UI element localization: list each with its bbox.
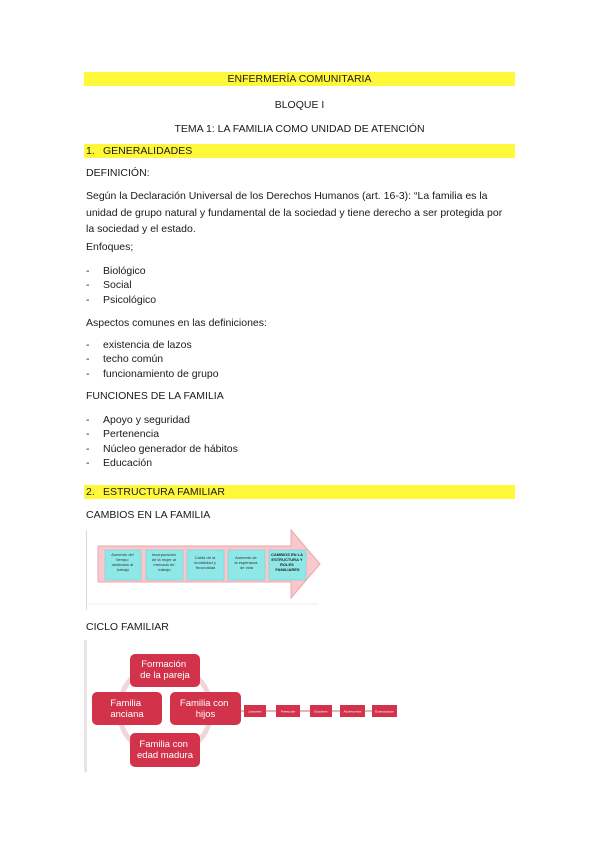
list-item: - funcionamiento de grupo xyxy=(86,368,219,380)
change-box-text: Caída de la mortalidad y fecundidad xyxy=(194,555,216,570)
list-item: - Pertenencia xyxy=(86,428,160,440)
changes-label: CAMBIOS EN LA FAMILIA xyxy=(86,509,211,521)
block-title: BLOQUE I xyxy=(274,99,325,111)
list-item-text: Núcleo generador de hábitos xyxy=(103,443,238,455)
approaches-label: Enfoques; xyxy=(86,241,134,253)
list-item: - existencia de lazos xyxy=(86,339,192,351)
change-box-final xyxy=(269,550,306,580)
list-item-text: Apoyo y seguridad xyxy=(103,414,190,426)
section-title: GENERALIDADES xyxy=(103,145,193,157)
chain-label: Adolescentes xyxy=(343,709,362,714)
section-heading-estructura xyxy=(84,485,515,499)
list-item: - techo común xyxy=(86,353,164,365)
cycle-node-text: Familia anciana xyxy=(110,698,144,720)
list-item-text: Biológico xyxy=(103,265,146,277)
chain-label: Lactantes xyxy=(248,709,262,714)
change-box xyxy=(146,550,183,580)
cycle-label: CICLO FAMILIAR xyxy=(86,621,169,633)
list-item-text: existencia de lazos xyxy=(103,339,192,351)
cycle-node-formation xyxy=(130,654,200,687)
common-aspects-label: Aspectos comunes en las definiciones: xyxy=(86,317,267,329)
cycle-node-text: Familia con hijos xyxy=(179,698,229,720)
cycle-diagram xyxy=(84,640,404,772)
cycle-node-text: Familia con edad madura xyxy=(137,739,193,761)
list-item-text: Pertenencia xyxy=(103,428,160,440)
list-item-text: Psicológico xyxy=(103,294,157,306)
section-heading-generalidades xyxy=(84,144,515,158)
definition-line: Según la Declaración Universal de los Derechos Humanos (art. 16-3): “La familia es la xyxy=(86,190,488,202)
list-item: - Biológico xyxy=(86,265,146,277)
list-item: - Apoyo y seguridad xyxy=(86,414,190,426)
definition-label: DEFINICIÓN: xyxy=(86,167,150,179)
section-number: 1. xyxy=(86,145,95,157)
list-item-text: Social xyxy=(103,279,132,291)
list-item: - Social xyxy=(86,279,132,291)
list-item-text: Educación xyxy=(103,457,153,469)
changes-diagram xyxy=(86,526,326,610)
list-item: - Psicológico xyxy=(86,294,157,306)
definition-line: unidad de grupo natural y fundamental de la sociedad y tiene derecho a ser protegida por xyxy=(86,206,503,219)
cycle-node-elderly xyxy=(92,692,162,725)
cycle-node-text: Formación de la pareja xyxy=(140,659,190,681)
definition-text xyxy=(86,188,514,238)
course-title: ENFERMERÍA COMUNITARIA xyxy=(84,72,515,86)
change-box xyxy=(105,550,141,580)
list-item: - Núcleo generador de hábitos xyxy=(86,443,238,455)
chain-label: Preescolar xyxy=(280,709,296,714)
list-item-text: funcionamiento de grupo xyxy=(103,368,219,380)
change-box-text: Incorporación de la mujer al mercado de trabajo xyxy=(151,552,177,572)
section-title: ESTRUCTURA FAMILIAR xyxy=(103,486,225,498)
change-box-text: CAMBIOS EN LA ESTRUCTURA Y ROLES FAMILIARES xyxy=(271,552,303,572)
list-item: - Educación xyxy=(86,457,153,469)
change-box-text: Aumento del tiempo destinado al trabajo xyxy=(111,552,134,572)
list-item-text: techo común xyxy=(103,353,164,365)
cycle-node-mature xyxy=(130,733,200,767)
topic-title: TEMA 1: LA FAMILIA COMO UNIDAD DE ATENCIÓN xyxy=(174,123,425,135)
change-box-text: Aumento de la esperanza de vida xyxy=(234,555,258,570)
cycle-node-children xyxy=(170,692,241,725)
change-box xyxy=(187,550,224,580)
section-number: 2. xyxy=(86,486,95,498)
functions-label: FUNCIONES DE LA FAMILIA xyxy=(86,390,224,402)
definition-line: la sociedad y el estado. xyxy=(86,223,196,235)
change-box xyxy=(228,550,265,580)
chain-label: Escolares xyxy=(314,709,328,714)
diagram-border xyxy=(84,640,87,772)
chain-label: Emancipación xyxy=(375,709,394,714)
